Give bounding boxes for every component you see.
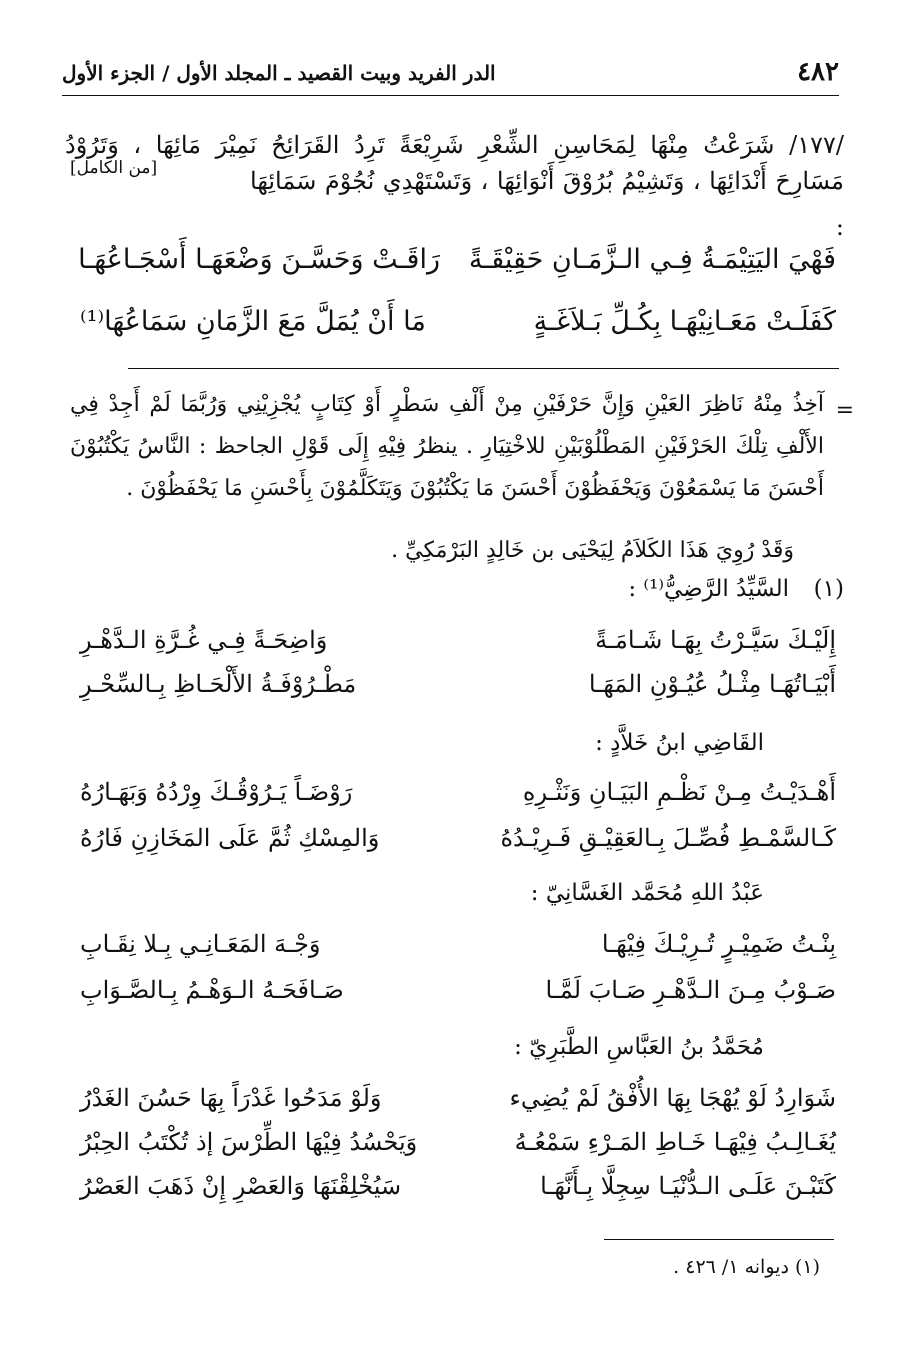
verse-line [80,670,836,718]
hemistich-second: وَيَحْسُدُ فِيْهَا الطِّرْسَ إذ تُكْتَبُ الحِبْرُ [80,1128,418,1156]
verse-line [80,778,836,826]
page-number: ٤٨٢ [797,57,839,87]
note-paragraph-1: آخِذُ مِنْهُ نَاظِرَ العَيْنِ وَإِنَّ حَرْفَيْنِ مِنْ أَلْفِ سَطْرٍ أَوْ كِتَابٍ يُجْزِيْنِي وَرُبَّمَا لَمْ أَجِدْ فِي الأَلْفِ تِلْكَ الحَرْفَيْنِ المَطْلُوْبَيْنِ للاخْتِيَارِ . ينظرُ فِيْهِ إِلَى قَوْلِ الجاحظ : النَّاسُ يَكْتُبُوْنَ أَحْسَنَ مَا يَسْمَعُوْنَ وَيَحْفَظُوْنَ أَحْسَنَ مَا يَكْتُبُوْنَ وَيَتَكَلَّمُوْنَ بِأَحْسَنِ مَا يَحْفَظُوْنَ . [70,392,824,501]
hemistich-second: مَا أَنْ يُمَلَّ مَعَ الزَّمَانِ سَمَاعُهَا⁽¹⁾ [80,306,426,337]
hemistich-second: رَاقَـتْ وَحَسَّـنَ وَضْعَهَـا أَسْجَـاعُهَـا [78,244,440,275]
hemistich-first: بِنْـتُ ضَمِيْـرٍ تُـرِيْـكَ فِيْهَـا [601,930,836,958]
hemistich-second: مَطْـرُوْفَـةُ الأَلْحَـاظِ بِـالسِّحْـرِ [80,670,357,698]
hemistich-second: وَاضِحَـةً فِـي غُـرَّةِ الـدَّهْـرِ [80,626,328,654]
intro-line-2: مَسَارِحَ أَنْدَائِهَا ، وَتَشِيْمُ بُرُوْقَ أَنْوَائِهَا ، وَتَسْتَهْدِي نُجُوْمَ سَمَائِهَا : [250,167,844,241]
poet-name: عَبْدُ اللهِ مُحَمَّد الغَسَّانِيّ : [530,880,764,906]
hemistich-second: وَلَوْ مَدَحُوا غَدْرَاً بِهَا حَسُنَ الغَدْرُ [80,1084,382,1112]
footnote-text: (١) ديوانه ١/ ٤٢٦ . [673,1256,820,1278]
poet-name: مُحَمَّدُ بنُ العَبَّاسِ الطَّبَرِيّ : [514,1034,764,1060]
hemistich-first: كَفَلَـتْ مَعَـانِيْهَـا بِكُـلِّ بَـلاَغَـةٍ [533,306,836,337]
poet-name: السَّيِّدُ الرَّضِيُّ⁽¹⁾ : [628,576,789,602]
page-header [62,55,839,96]
hemistich-first: إِلَيْـكَ سَيَّـرْتُ بِهَـا شَـامَـةً [595,626,836,654]
hemistich-second: صَـافَحَـهُ الـوَهْـمُ بِـالصَّـوَابِ [80,976,344,1004]
hemistich-first: فَهْيَ اليَتِيْمَـةُ فِـي الـزَّمَـانِ حَقِيْقَـةً [468,244,836,275]
hemistich-first: يُغَـالِـبُ فِيْهَـا خَـاطِ المَـرْءِ سَمْعُـهُ [514,1128,836,1156]
hemistich-first: أَهْـدَيْـتُ مِـنْ نَظْـمِ البَيَـانِ وَنَثْـرِهِ [522,778,836,806]
verse-line [80,1084,836,1132]
note-paragraph-2: وَقَدْ رُوِيَ هَذَا الكَلاَمُ لِيَحْيَى بن خَالِدٍ البَرْمَكِيِّ . [391,538,794,563]
hemistich-second: وَجْـهَ المَعَـانِـي بِـلا نِقَـابِ [80,930,321,958]
hemistich-first: كَتَبْـنَ عَلَـى الـدُّنْيَـا سِجِلَّا بِـأَنَّهَـا [540,1172,836,1200]
verse-line [80,824,836,872]
hemistich-second: وَالمِسْكِ ثُمَّ عَلَى المَخَازِنِ فَارُهُ [80,824,380,852]
note-marker: (١) [813,576,844,602]
verse-line [80,1128,836,1176]
verse-line [80,626,836,674]
verse-line [80,244,836,292]
hemistich-first: شَوَارِدُ لَوْ يُهْجَا بِهَا الأُفْقُ لَمْ يُضِيء [509,1084,836,1112]
verse-line [80,1172,836,1220]
running-title: الدر الفريد وبيت القصيد ـ المجلد الأول / الجزء الأول [62,61,496,85]
poet-name: القَاضِي ابنُ خَلاَّدٍ : [595,730,764,756]
verse-line [80,930,836,978]
hemistich-second: رَوْضَـاً يَـرُوْقُـكَ وِرْدُهُ وَبَهَـارُهُ [80,778,353,806]
footnote-separator [128,368,839,369]
intro-line-1: /١٧٧/ شَرَعْتُ مِنْهَا لِمَحَاسِنِ الشِّعْرِ شَرِيْعَةً تَرِدُ القَرَائِحُ نَمِيْرَ مَائِهَا ، وَتَرُوْدُ [65,131,844,159]
footnote-rule [604,1239,834,1240]
verse-line [80,976,836,1024]
hemistich-first: كَـالسَّمْـطِ فُصِّـلَ بِـالعَقِيْـقِ فَـرِيْـدُهُ [500,824,836,852]
hemistich-first: صَـوْبُ مِـنَ الـدَّهْـرِ صَـابَ لَمَّـا [545,976,836,1004]
meter-label: [من الكامل] [70,158,158,178]
hemistich-first: أَبْيَـاتُهَـا مِثْـلُ عُيُـوْنِ المَهَـا [588,670,836,698]
verse-line [80,306,836,354]
hemistich-second: سَيُخْلِقْنَهَا وَالعَصْرِ إِنْ ذَهَبَ العَصْرُ [80,1172,402,1200]
continuation-mark: = [835,398,854,423]
